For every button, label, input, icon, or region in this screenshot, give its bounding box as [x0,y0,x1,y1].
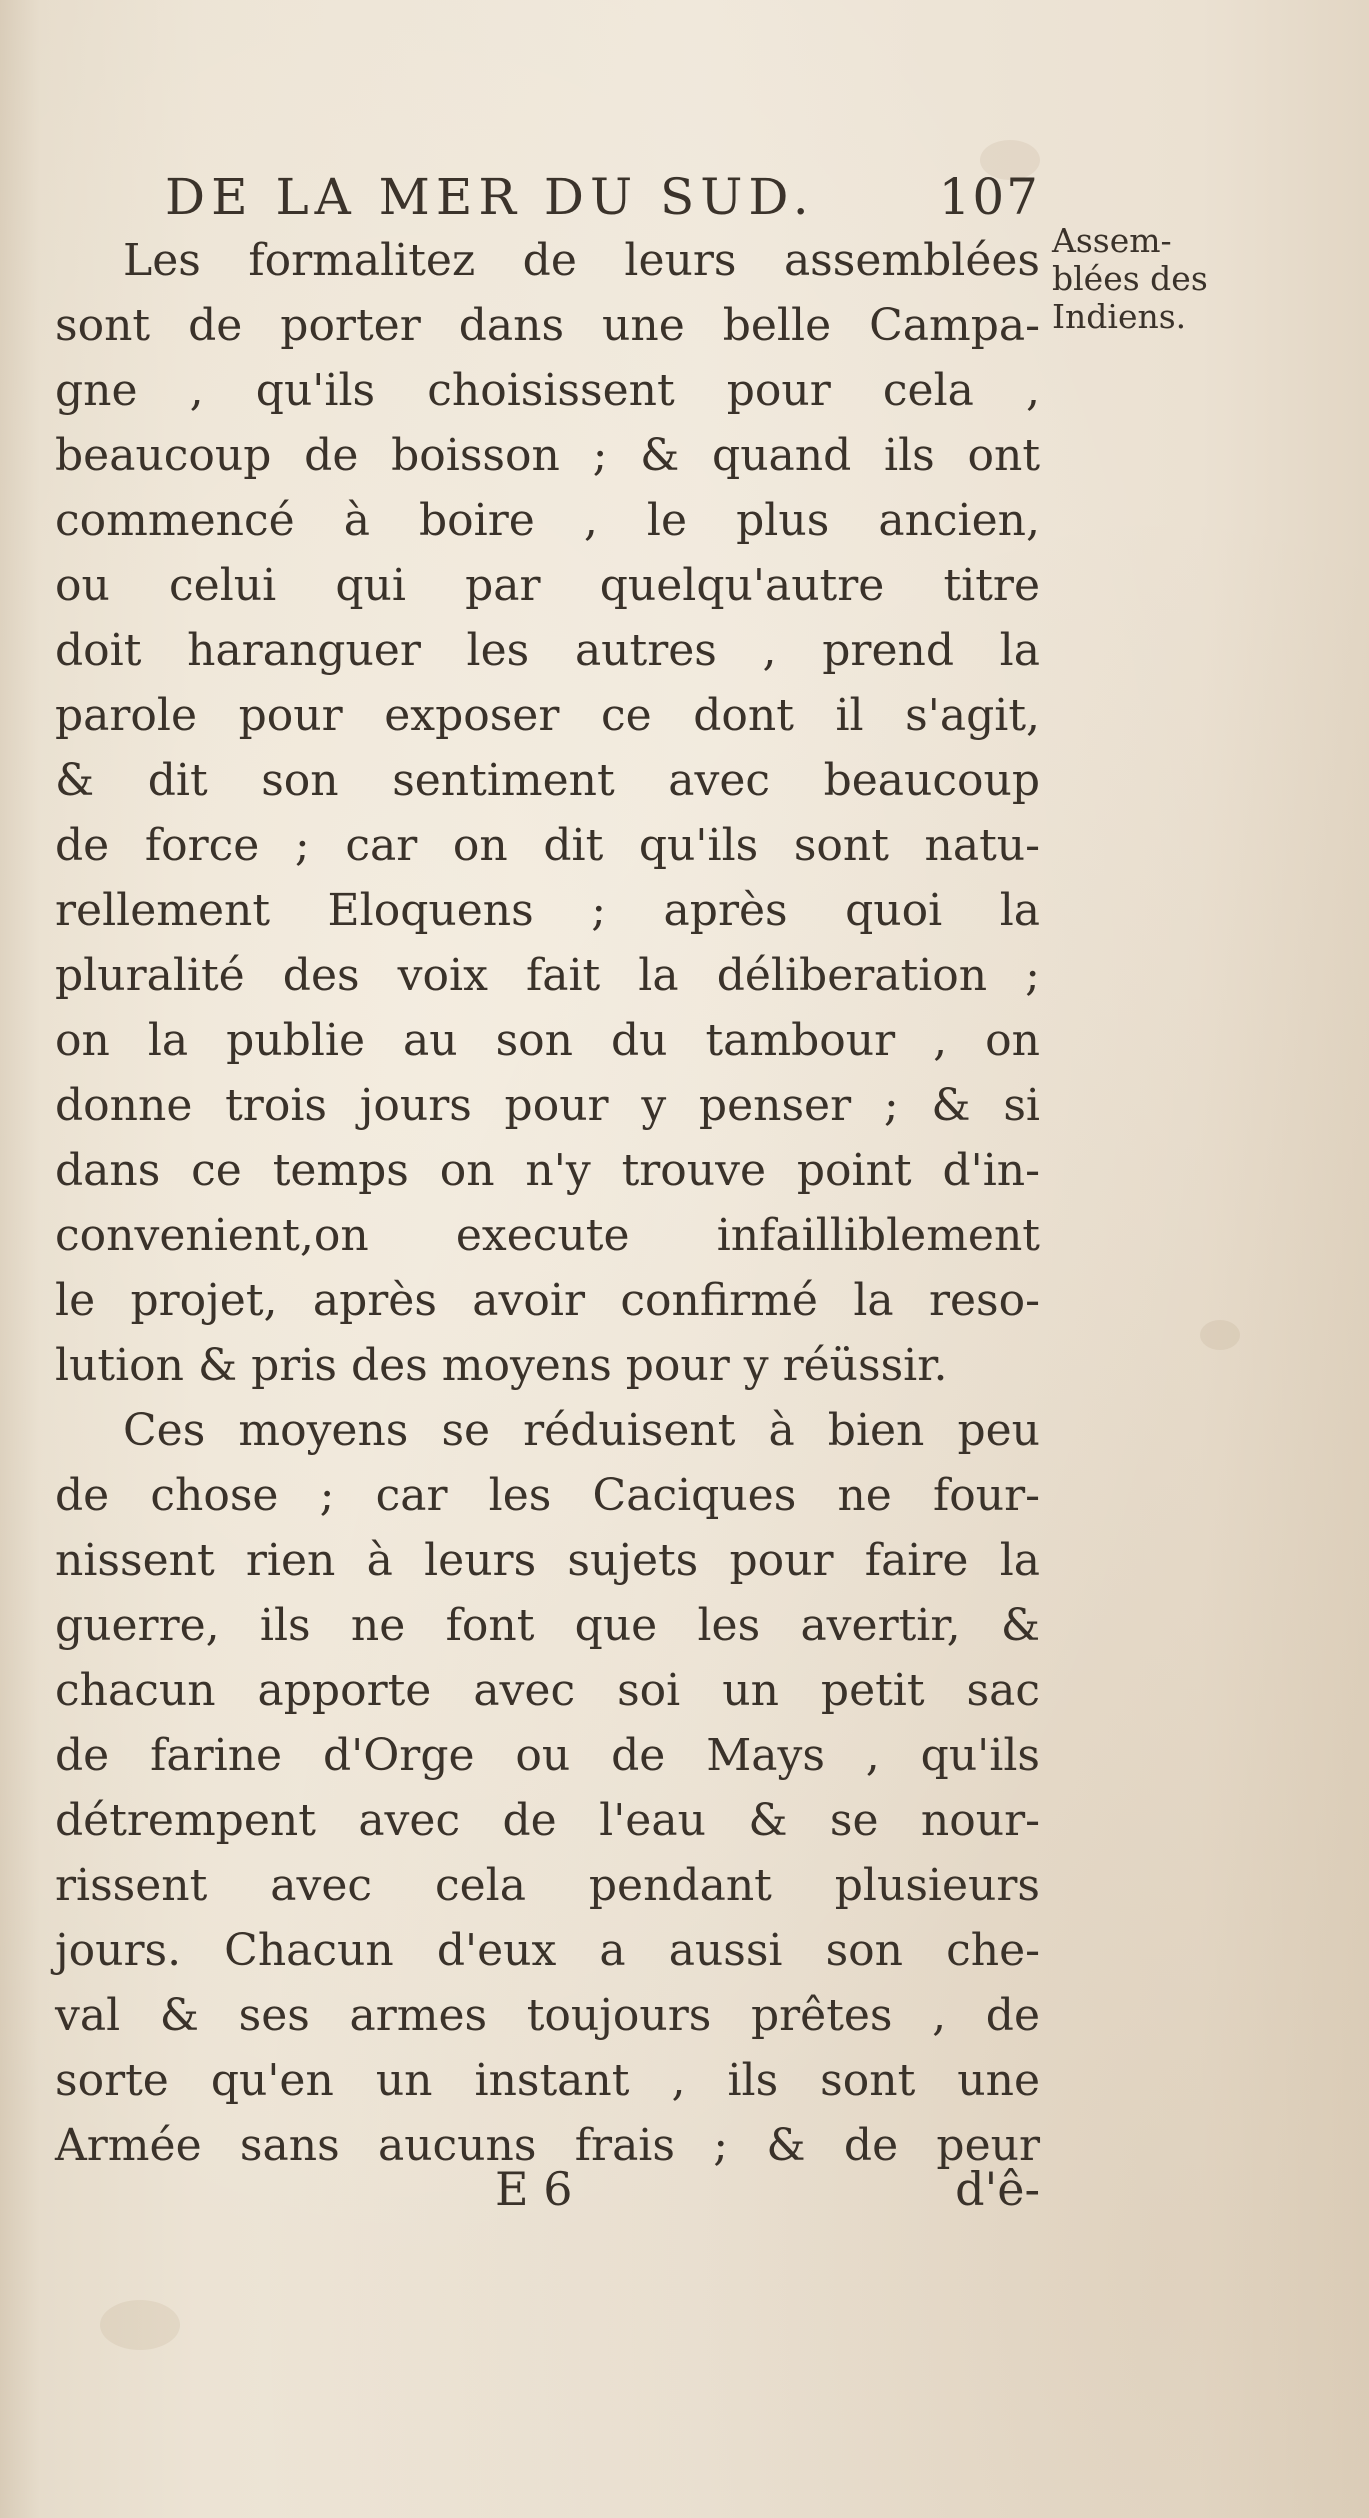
page-footer [55,2162,1040,2222]
text-line: doit haranguer les autres , prend la [55,625,1040,676]
text-line: commencé à boire , le plus ancien, [55,495,1040,546]
text-line: ou celui qui par quelqu'autre titre [55,560,1040,611]
text-line: & dit son sentiment avec beaucoup [55,755,1040,806]
body-text [55,228,1040,2178]
text-line: pluralité des voix fait la déliberation ; [55,950,1040,1001]
text-line: Ces moyens se réduisent à bien peu [123,1405,1040,1456]
text-line: rissent avec cela pendant plusieurs [55,1860,1040,1911]
text-line: on la publie au son du tambour , on [55,1015,1040,1066]
text-line: de force ; car on dit qu'ils sont natu- [55,820,1040,871]
margin-note [1052,222,1242,336]
margin-note-line: blées des [1052,259,1208,298]
page-header [165,168,1040,228]
text-line: dans ce temps on n'y trouve point d'in- [55,1145,1040,1196]
running-title: DE LA MER DU SUD. [165,168,815,226]
foxing-spot [100,2300,180,2350]
text-line: gne , qu'ils choisissent pour cela , [55,365,1040,416]
text-line: convenient,on execute infailliblement [55,1210,1040,1261]
text-line: jours. Chacun d'eux a aussi son che- [55,1925,1040,1976]
text-line: beaucoup de boisson ; & quand ils ont [55,430,1040,481]
text-line: Armée sans aucuns frais ; & de peur [55,2120,1040,2171]
margin-note-line: Assem- [1052,221,1172,260]
text-line: de farine d'Orge ou de Mays , qu'ils [55,1730,1040,1781]
text-line: chacun apporte avec soi un petit sac [55,1665,1040,1716]
text-line: le projet, après avoir confirmé la reso- [55,1275,1040,1326]
text-line: de chose ; car les Caciques ne four- [55,1470,1040,1521]
text-line: Les formalitez de leurs assemblées [123,235,1040,286]
signature-mark: E 6 [495,2162,573,2216]
catchword: d'ê- [955,2162,1040,2216]
text-line: parole pour exposer ce dont il s'agit, [55,690,1040,741]
foxing-spot [1200,1320,1240,1350]
text-line: sorte qu'en un instant , ils sont une [55,2055,1040,2106]
text-line: lution & pris des moyens pour y réüssir. [55,1340,948,1391]
text-line: rellement Eloquens ; après quoi la [55,885,1040,936]
text-line: sont de porter dans une belle Campa- [55,300,1040,351]
text-line: guerre, ils ne font que les avertir, & [55,1600,1040,1651]
text-line: nissent rien à leurs sujets pour faire la [55,1535,1040,1586]
text-line: val & ses armes toujours prêtes , de [55,1990,1040,2041]
text-line: détrempent avec de l'eau & se nour- [55,1795,1040,1846]
text-line: donne trois jours pour y penser ; & si [55,1080,1040,1131]
page-number: 107 [938,168,1040,226]
margin-note-line: Indiens. [1052,297,1187,336]
